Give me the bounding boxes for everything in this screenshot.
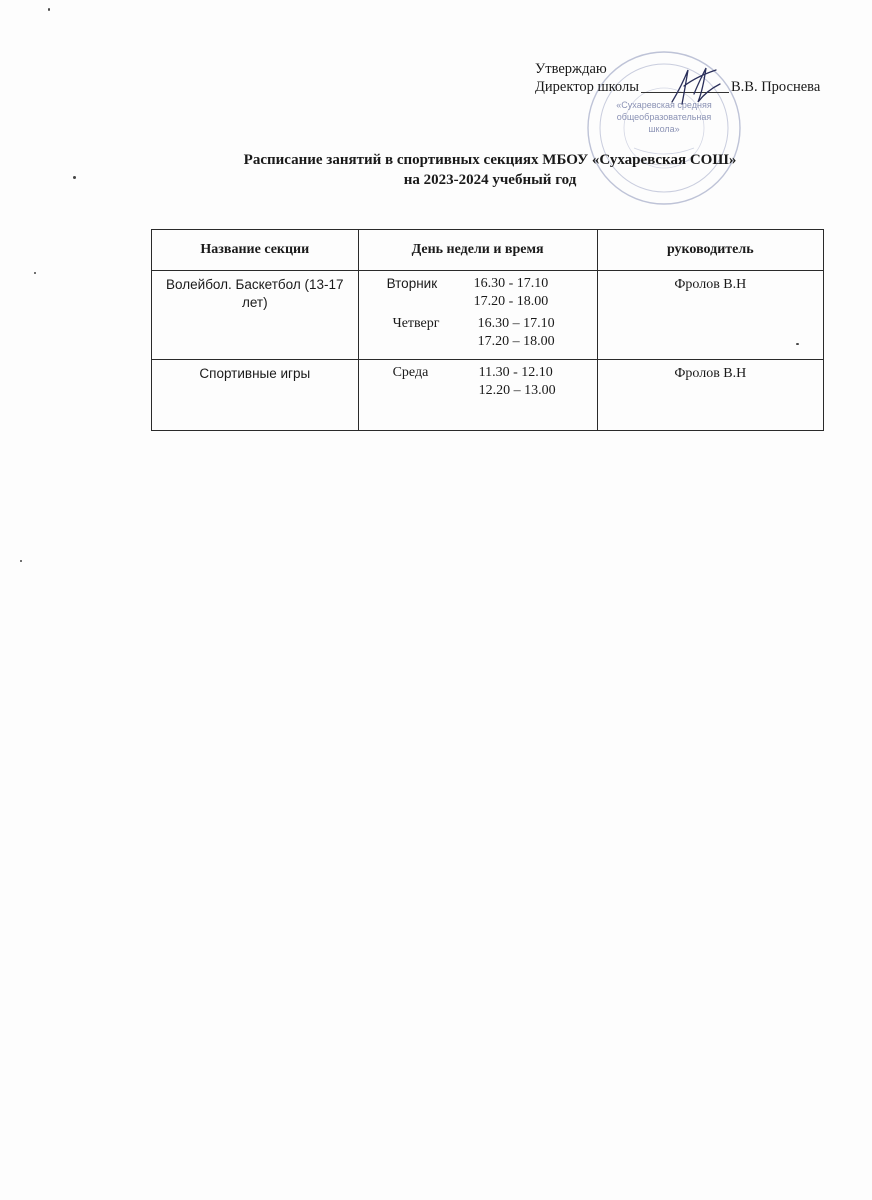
leader-cell (597, 271, 823, 360)
director-signature (664, 64, 724, 108)
approval-label: Утверждаю (535, 61, 607, 77)
session-day: Среда (392, 365, 429, 380)
director-name: В.В. Проснева (730, 79, 821, 95)
schedule-table (151, 229, 824, 431)
section-name: Спортивные игры (199, 366, 311, 381)
session-time: 17.20 - 18.00 (473, 294, 549, 309)
header-day-time: День недели и время (358, 230, 597, 271)
session-time: 17.20 – 18.00 (477, 334, 555, 349)
stamp-line-3: школа» (648, 124, 680, 134)
session-day (359, 382, 479, 400)
leader-name: Фролов В.Н (674, 366, 747, 381)
session-list (359, 271, 597, 353)
scan-speck (20, 560, 22, 562)
session-item (359, 333, 597, 351)
scan-speck (73, 176, 76, 179)
session-time: 12.20 – 13.00 (478, 383, 556, 398)
table-row (152, 360, 824, 431)
table-header-row (152, 230, 824, 271)
scan-speck (34, 272, 36, 274)
session-day: Четверг (392, 316, 440, 331)
session-item (359, 382, 597, 400)
table-row (152, 271, 824, 360)
stamp-line-1: «Сухаревская средняя (616, 100, 712, 110)
header-leader: руководитель (597, 230, 823, 271)
header-section: Название секции (152, 230, 359, 271)
session-list (359, 360, 597, 402)
document-title (140, 150, 840, 190)
leader-cell (597, 360, 823, 431)
leader-name: Фролов В.Н (674, 277, 747, 292)
session-time: 16.30 – 17.10 (477, 316, 555, 331)
section-cell (152, 271, 359, 360)
session-day (359, 293, 474, 311)
session-item (359, 293, 597, 311)
session-item (359, 275, 597, 293)
stamp-line-2: общеобразовательная (616, 112, 712, 122)
session-time: 16.30 - 17.10 (473, 276, 549, 291)
day-time-cell (358, 271, 597, 360)
session-item (359, 315, 597, 333)
director-title: Директор школы (535, 79, 639, 95)
session-item (359, 364, 597, 382)
section-name: Волейбол. Баскетбол (13-17 лет) (166, 277, 344, 310)
scan-speck (48, 8, 50, 11)
section-cell (152, 360, 359, 431)
session-day: Вторник (386, 276, 438, 291)
title-line-2: на 2023-2024 учебный год (403, 172, 577, 188)
title-line-1: Расписание занятий в спортивных секциях МБОУ «Сухаревская СОШ» (243, 152, 737, 168)
day-time-cell (358, 360, 597, 431)
session-time: 11.30 - 12.10 (478, 365, 553, 380)
session-day (359, 333, 474, 351)
